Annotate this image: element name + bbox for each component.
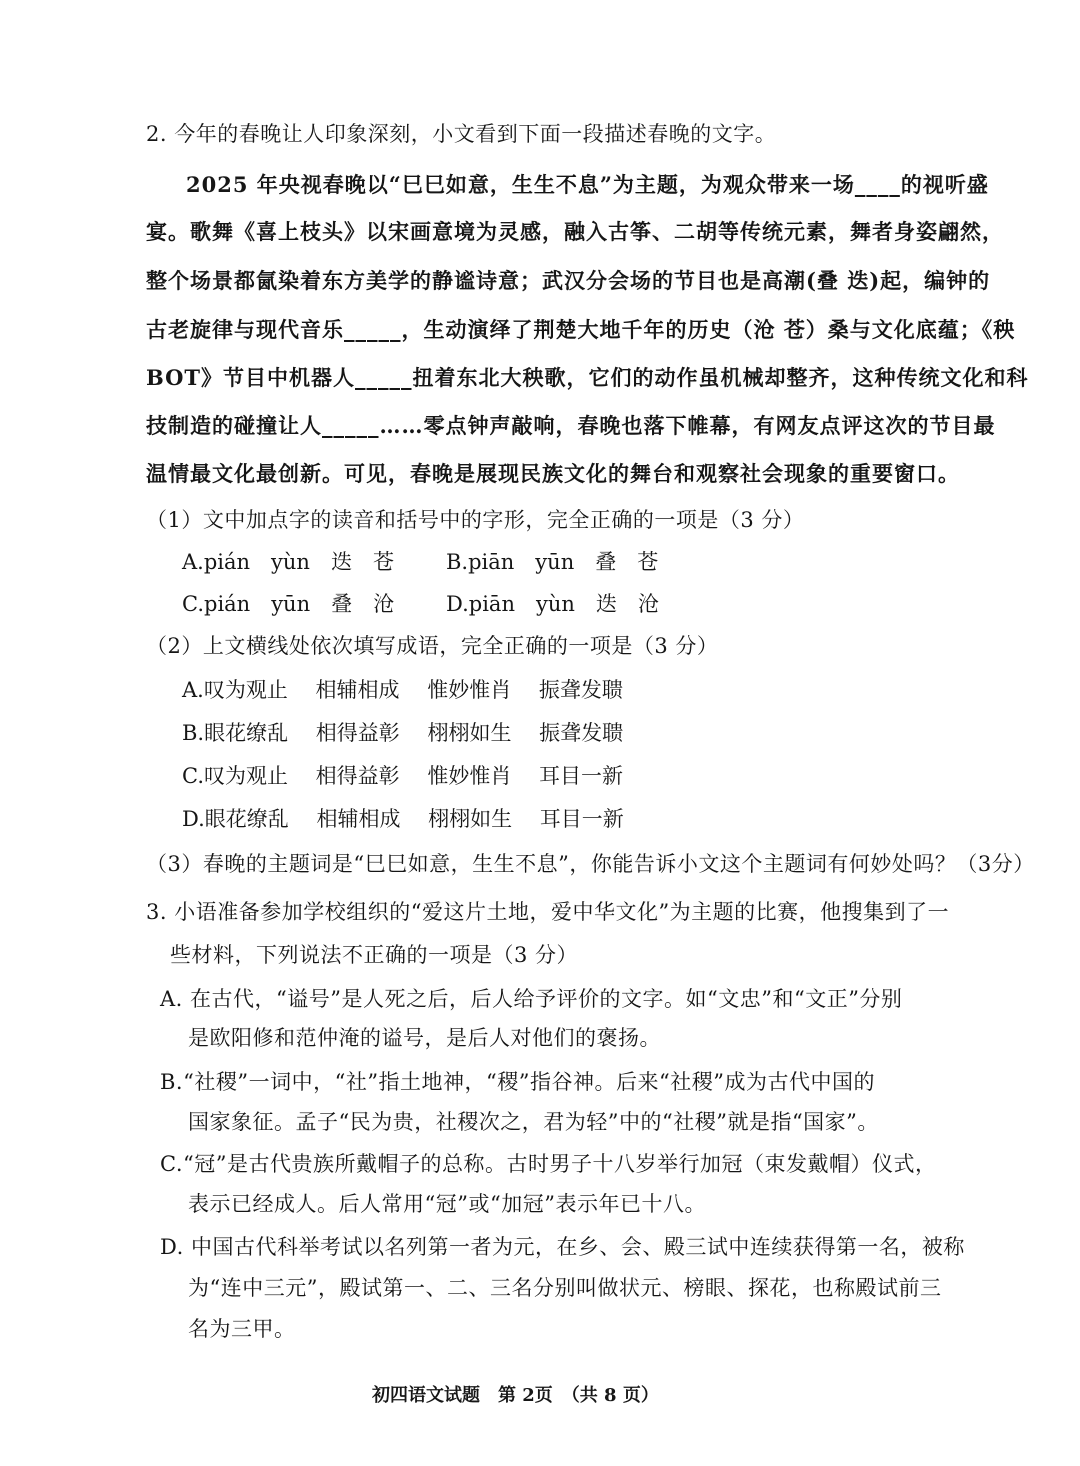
q2-sub1-stem: （1）文中加点字的读音和括号中的字形，完全正确的一项是（3 分） (146, 508, 805, 532)
passage-line: 宴。歌舞《喜上枝头》以宋画意境为灵感，融入古筝、二胡等传统元素，舞者身姿翩然， (146, 219, 1004, 244)
q3-option-a: A. 在古代，“谥号”是人死之后，后人给予评价的文字。如“文忠”和“文正”分别 (160, 987, 903, 1011)
passage-line: 整个场景都氤染着东方美学的静谧诗意；武汉分会场的节目也是高潮(叠 迭)起，编钟的 (146, 268, 991, 293)
q3-option-c: 表示已经成人。后人常用“冠”或“加冠”表示年已十八。 (188, 1192, 706, 1216)
page-footer: 初四语文试题 第 2页 （共 8 页） (372, 1385, 659, 1406)
q2-sub1-option-b: B.piān yūn 叠 苍 (446, 550, 659, 574)
q3-option-a: 是欧阳修和范仲淹的谥号，是后人对他们的褒扬。 (188, 1026, 661, 1050)
q2-sub2-option-b: B.眼花缭乱 相得益彰 栩栩如生 振聋发聩 (182, 721, 624, 745)
q3-option-d: 为“连中三元”，殿试第一、二、三名分别叫做状元、榜眼、探花，也称殿试前三 (188, 1276, 942, 1300)
q2-sub2-option-c: C.叹为观止 相得益彰 惟妙惟肖 耳目一新 (182, 764, 624, 788)
q2-sub1-option-c: C.pián yūn 叠 沧 (182, 592, 395, 616)
q2-sub1-option-d: D.piān yùn 迭 沧 (446, 592, 659, 616)
q2-sub2-option-a: A.叹为观止 相辅相成 惟妙惟肖 振聋发聩 (182, 678, 623, 702)
q2-stem: 2. 今年的春晚让人印象深刻，小文看到下面一段描述春晚的文字。 (146, 122, 777, 146)
q3-option-d: 名为三甲。 (188, 1317, 296, 1341)
q3-option-b: 国家象征。孟子“民为贵，社稷次之，君为轻”中的“社稷”就是指“国家”。 (188, 1110, 879, 1134)
q2-sub2-stem: （2）上文横线处依次填写成语，完全正确的一项是（3 分） (146, 634, 719, 658)
q2-sub1-option-a: A.pián yùn 迭 苍 (182, 550, 394, 574)
passage-line: 温情最文化最创新。可见，春晚是展现民族文化的舞台和观察社会现象的重要窗口。 (146, 461, 960, 486)
q3-stem-line: 些材料，下列说法不正确的一项是（3 分） (170, 943, 579, 967)
passage-line: 2025 年央视春晚以“巳巳如意，生生不息”为主题，为观众带来一场____的视听盛 (186, 172, 989, 197)
q2-sub2-option-d: D.眼花缭乱 相辅相成 栩栩如生 耳目一新 (182, 807, 624, 831)
q3-option-d: D. 中国古代科举考试以名列第一者为元，在乡、会、殿三试中连续获得第一名，被称 (160, 1235, 965, 1259)
q3-option-b: B.“社稷”一词中，“社”指土地神，“稷”指谷神。后来“社稷”成为古代中国的 (160, 1070, 875, 1094)
passage-line: 技制造的碰撞让人_____……零点钟声敲响，春晚也落下帷幕，有网友点评这次的节目最 (146, 413, 996, 438)
q2-sub3-stem: （3）春晚的主题词是“巳巳如意，生生不息”，你能告诉小文这个主题词有何妙处吗？（3分） (146, 852, 1035, 876)
passage-line: 古老旋律与现代音乐_____，生动演绎了荆楚大地千年的历史（沧 苍）桑与文化底蕴；《秧 (146, 317, 1016, 342)
q3-option-c: C.“冠”是古代贵族所戴帽子的总称。古时男子十八岁举行加冠（束发戴帽）仪式， (160, 1152, 937, 1176)
passage-line: BOT》节目中机器人_____扭着东北大秧歌，它们的动作虽机械却整齐，这种传统文化和科 (146, 365, 1029, 390)
q3-stem-line: 3. 小语准备参加学校组织的“爱这片土地，爱中华文化”为主题的比赛，他搜集到了一 (146, 900, 950, 924)
